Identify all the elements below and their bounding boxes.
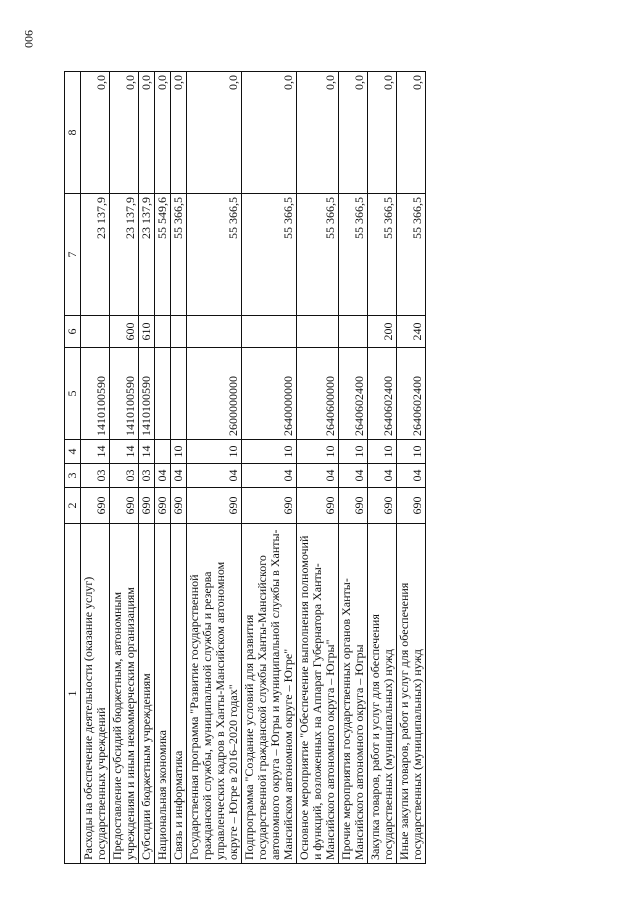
table-cell-c4: 14 xyxy=(139,440,155,464)
table-cell-c2: 690 xyxy=(110,488,139,524)
column-header: 5 xyxy=(65,348,81,440)
table-row xyxy=(187,72,242,864)
table-cell-c2: 690 xyxy=(171,488,187,524)
table-cell-c6: 200 xyxy=(368,316,397,348)
table-cell-c3: 04 xyxy=(339,464,368,488)
table-row xyxy=(397,72,426,864)
table-cell-c3: 04 xyxy=(297,464,339,488)
table-row xyxy=(339,72,368,864)
table-cell-c7: 55 366,5 xyxy=(171,194,187,316)
table-cell-c3: 03 xyxy=(139,464,155,488)
table-cell-name: Закупка товаров, работ и услуг для обеспечения государственных (муниципальных) нужд xyxy=(368,524,397,864)
table-cell-name: Расходы на обеспечение деятельности (оказание услуг) государственных учреждений xyxy=(81,524,110,864)
table-cell-c7: 55 366,5 xyxy=(242,194,297,316)
table-cell-c2: 690 xyxy=(155,488,171,524)
table-cell-c8: 0,0 xyxy=(397,72,426,194)
table-cell-c6 xyxy=(171,316,187,348)
table-cell-c7: 55 366,5 xyxy=(297,194,339,316)
column-header: 4 xyxy=(65,440,81,464)
table-row xyxy=(110,72,139,864)
table-cell-c3: 04 xyxy=(187,464,242,488)
table-cell-name: Национальная экономика xyxy=(155,524,171,864)
table-cell-c4: 10 xyxy=(171,440,187,464)
table-cell-c4: 10 xyxy=(368,440,397,464)
column-header: 7 xyxy=(65,194,81,316)
table-cell-c4: 10 xyxy=(187,440,242,464)
table-cell-c8: 0,0 xyxy=(81,72,110,194)
table-cell-c6 xyxy=(297,316,339,348)
table-cell-c6: 610 xyxy=(139,316,155,348)
table-cell-c8: 0,0 xyxy=(171,72,187,194)
table-cell-c8: 0,0 xyxy=(368,72,397,194)
table-cell-c3: 04 xyxy=(397,464,426,488)
table-row xyxy=(171,72,187,864)
table-row xyxy=(368,72,397,864)
table-cell-c2: 690 xyxy=(297,488,339,524)
table-cell-c5: 1410100590 xyxy=(110,348,139,440)
table-row xyxy=(139,72,155,864)
table-cell-c2: 690 xyxy=(81,488,110,524)
table-cell-name: Связь и информатика xyxy=(171,524,187,864)
table-cell-c3: 04 xyxy=(155,464,171,488)
column-header: 8 xyxy=(65,72,81,194)
table-cell-c2: 690 xyxy=(339,488,368,524)
table-cell-c7: 55 366,5 xyxy=(368,194,397,316)
table-cell-c6: 600 xyxy=(110,316,139,348)
table-cell-c3: 04 xyxy=(242,464,297,488)
table-cell-c7: 55 366,5 xyxy=(187,194,242,316)
table-cell-c7: 23 137,9 xyxy=(110,194,139,316)
table-cell-name: Государственная программа "Развитие государственной гражданской службы, муниципальной службы и резерва управленческих кадров в Ханты-Мансийском автономном округе – Югре в 2016–2020 годах" xyxy=(187,524,242,864)
table-cell-c2: 690 xyxy=(242,488,297,524)
table-cell-c5 xyxy=(171,348,187,440)
table-cell-c8: 0,0 xyxy=(242,72,297,194)
table-cell-c8: 0,0 xyxy=(339,72,368,194)
page-number: 900 xyxy=(22,30,36,48)
table-cell-c5: 2640602400 xyxy=(368,348,397,440)
table-row xyxy=(155,72,171,864)
table-cell-c4: 10 xyxy=(397,440,426,464)
table-cell-c8: 0,0 xyxy=(187,72,242,194)
budget-table xyxy=(64,71,426,864)
table-cell-c5: 2640602400 xyxy=(339,348,368,440)
table-cell-name: Прочие мероприятия государственных органов Ханты-Мансийского автономного округа – Югры xyxy=(339,524,368,864)
table-cell-c8: 0,0 xyxy=(139,72,155,194)
table-cell-c3: 04 xyxy=(171,464,187,488)
table-cell-c2: 690 xyxy=(397,488,426,524)
table-cell-c7: 23 137,9 xyxy=(81,194,110,316)
table-cell-c3: 04 xyxy=(368,464,397,488)
table-cell-c5: 2640000000 xyxy=(242,348,297,440)
table-cell-c6: 240 xyxy=(397,316,426,348)
table-cell-c4: 14 xyxy=(110,440,139,464)
table-cell-c7: 55 366,5 xyxy=(339,194,368,316)
table-cell-c2: 690 xyxy=(187,488,242,524)
table-cell-c7: 55 366,5 xyxy=(397,194,426,316)
table-cell-name: Основное мероприятие "Обеспечение выполнения полномочий и функций, возложенных на Аппарат Губернатора Ханты-Мансийского автономного округа – Югры" xyxy=(297,524,339,864)
table-header-row xyxy=(65,72,81,864)
table-cell-c2: 690 xyxy=(368,488,397,524)
table-row xyxy=(242,72,297,864)
table-cell-c8: 0,0 xyxy=(297,72,339,194)
column-header: 3 xyxy=(65,464,81,488)
table-cell-c4: 14 xyxy=(81,440,110,464)
table-cell-c4: 10 xyxy=(242,440,297,464)
table-cell-c3: 03 xyxy=(110,464,139,488)
table-cell-c2: 690 xyxy=(139,488,155,524)
table-cell-c4 xyxy=(155,440,171,464)
table-cell-c3: 03 xyxy=(81,464,110,488)
table-cell-c6 xyxy=(242,316,297,348)
table-cell-c4: 10 xyxy=(339,440,368,464)
table-cell-c5: 2640600000 xyxy=(297,348,339,440)
table-row xyxy=(81,72,110,864)
column-header: 1 xyxy=(65,524,81,864)
table-cell-name: Субсидии бюджетным учреждениям xyxy=(139,524,155,864)
table-cell-c5: 2600000000 xyxy=(187,348,242,440)
table-cell-c7: 23 137,9 xyxy=(139,194,155,316)
table-cell-c5: 1410100590 xyxy=(81,348,110,440)
table-cell-c6 xyxy=(339,316,368,348)
table-cell-c5: 2640602400 xyxy=(397,348,426,440)
rotated-page-content xyxy=(64,72,426,864)
table-cell-c6 xyxy=(81,316,110,348)
column-header: 6 xyxy=(65,316,81,348)
table-cell-c6 xyxy=(187,316,242,348)
table-cell-c5 xyxy=(155,348,171,440)
table-cell-name: Подпрограмма "Создание условий для развития государственной гражданской службы Ханты-Мансийского автономного округа – Югры и муниципальной службы в Ханты-Мансийском автономном округе – Югре" xyxy=(242,524,297,864)
table-cell-name: Предоставление субсидий бюджетным, автономным учреждениям и иным некоммерческим организациям xyxy=(110,524,139,864)
table-cell-c4: 10 xyxy=(297,440,339,464)
table-cell-c8: 0,0 xyxy=(155,72,171,194)
table-cell-c6 xyxy=(155,316,171,348)
table-cell-c8: 0,0 xyxy=(110,72,139,194)
table-row xyxy=(297,72,339,864)
table-cell-c5: 1410100590 xyxy=(139,348,155,440)
table-cell-name: Иные закупки товаров, работ и услуг для обеспечения государственных (муниципальных) нужд xyxy=(397,524,426,864)
column-header: 2 xyxy=(65,488,81,524)
table-cell-c7: 55 549,6 xyxy=(155,194,171,316)
